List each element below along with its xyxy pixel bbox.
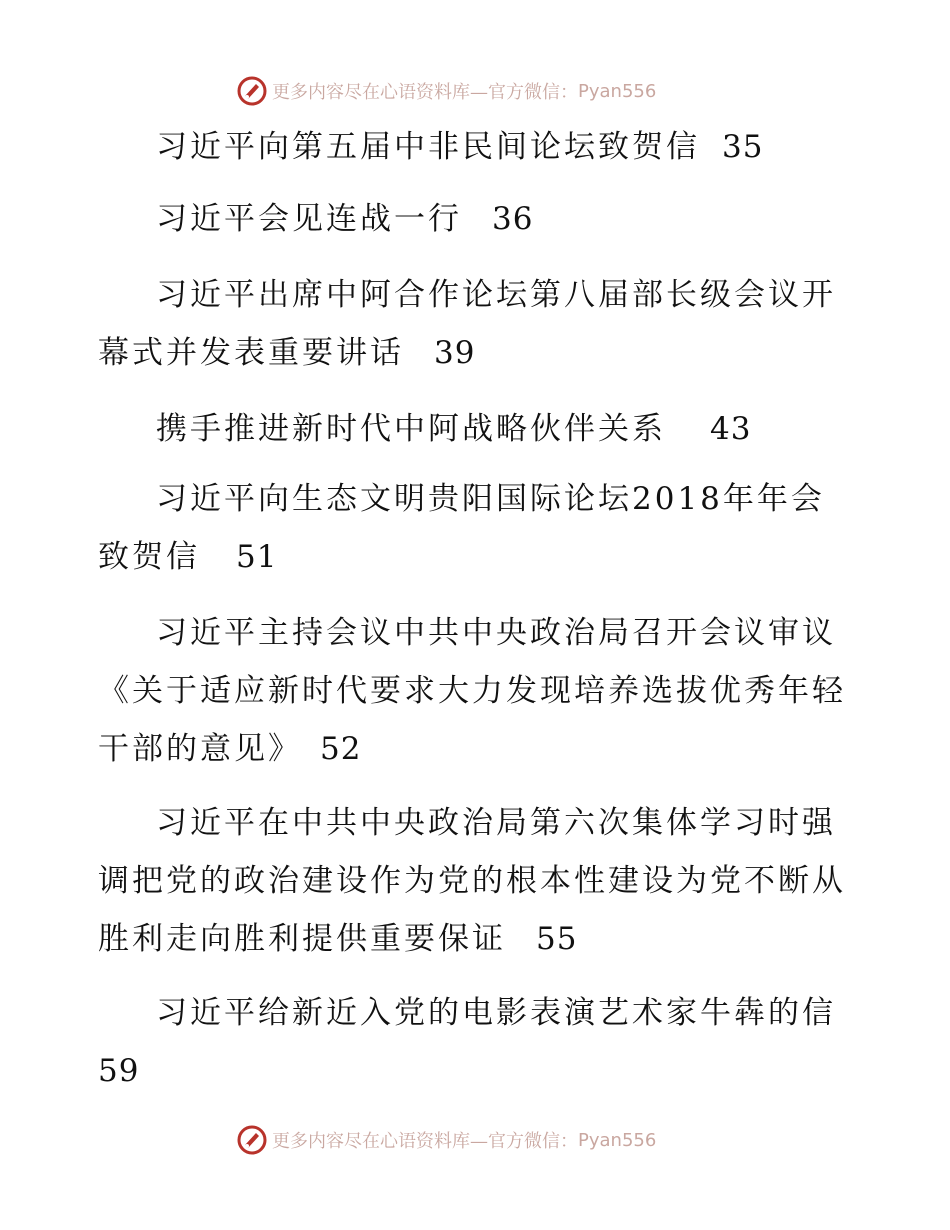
toc-entry-title: 习近平给新近入党的电影表演艺术家牛犇的信: [156, 995, 836, 1031]
toc-entry: [98, 794, 858, 968]
toc-entry: [98, 190, 858, 248]
toc-entry-title: 习近平出席中阿合作论坛第八届部长级会议开幕式并发表重要讲话: [98, 277, 836, 371]
toc-entry-title: 习近平会见连战一行: [156, 201, 462, 237]
toc-entry: [98, 604, 858, 778]
toc-entry: [98, 470, 858, 586]
toc-entry-page: 35: [722, 129, 764, 165]
toc-entry-page: 43: [710, 411, 752, 447]
toc-entry-page: 51: [236, 539, 278, 575]
toc-entry-title: 习近平主持会议中共中央政治局召开会议审议《关于适应新时代要求大力发现培养选拔优秀年轻干部的意见》: [98, 615, 846, 767]
toc-entry-page: 36: [492, 201, 534, 237]
banner-text: 更多内容尽在心语资料库—官方微信：: [272, 1131, 578, 1152]
toc-entry-title: 习近平向生态文明贵阳国际论坛2018年年会致贺信: [98, 481, 825, 575]
footer-banner: [236, 1123, 656, 1157]
toc-entry: [98, 266, 858, 382]
toc-entry-title: 习近平在中共中央政治局第六次集体学习时强调把党的政治建设作为党的根本性建设为党不断从胜利走向胜利提供重要保证: [98, 805, 846, 957]
library-logo-icon: [236, 75, 268, 107]
toc-entry: [98, 984, 858, 1100]
header-banner: [236, 74, 656, 108]
toc-entry-title: 携手推进新时代中阿战略伙伴关系: [156, 411, 666, 447]
toc-entry: [98, 400, 858, 458]
toc-entry: [98, 118, 858, 176]
toc-entry-page: 55: [536, 921, 578, 957]
banner-wechat-id: Pyan556: [578, 80, 657, 102]
banner-wechat-id: Pyan556: [578, 1129, 657, 1151]
library-logo-icon: [236, 1124, 268, 1156]
banner-text: 更多内容尽在心语资料库—官方微信：: [272, 82, 578, 103]
toc-entry-page: 52: [320, 731, 362, 767]
toc-entry-page: 39: [434, 335, 476, 371]
toc-entry-title: 习近平向第五届中非民间论坛致贺信: [156, 129, 700, 165]
toc-entry-page: 59: [98, 1053, 140, 1089]
